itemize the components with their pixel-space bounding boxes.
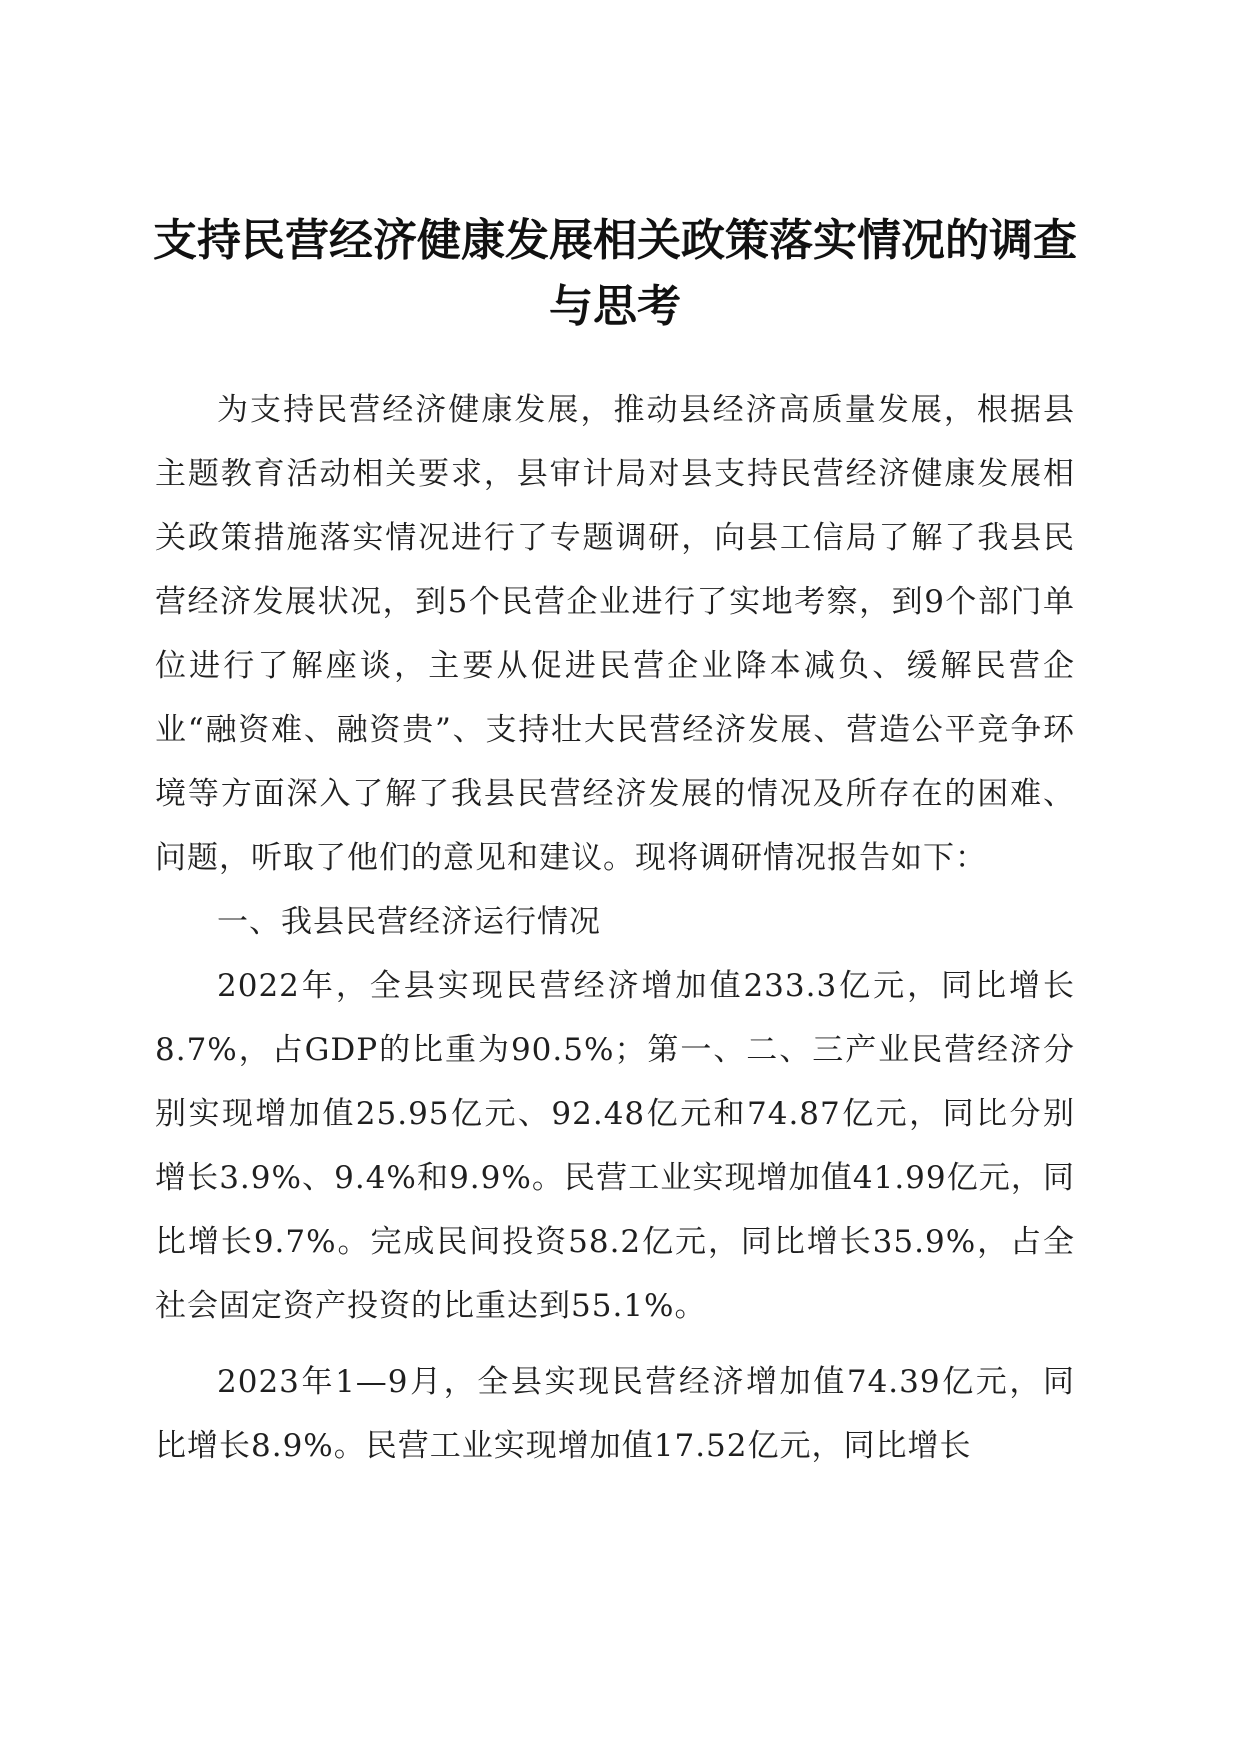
paragraph-2022-stats: 2022年，全县实现民营经济增加值233.3亿元，同比增长8.7%，占GDP的比重为90.5%；第一、二、三产业民营经济分别实现增加值25.95亿元、92.48亿元和74.87亿元，同比分别增长3.9%、9.4%和9.9%。民营工业实现增加值41.99亿元，同比增长9.7%。完成民间投资58.2亿元，同比增长35.9%，占全社会固定资产投资的比重达到55.1%。 — [155, 968, 1075, 1324]
document-body — [155, 378, 1075, 1478]
section-heading: 一、我县民营经济运行情况 — [217, 904, 601, 940]
paragraph-2023-stats: 2023年1—9月，全县实现民营经济增加值74.39亿元，同比增长8.9%。民营工业实现增加值17.52亿元，同比增长 — [155, 1364, 1075, 1464]
intro-paragraph: 为支持民营经济健康发展，推动县经济高质量发展，根据县主题教育活动相关要求，县审计局对县支持民营经济健康发展相关政策措施落实情况进行了专题调研，向县工信局了解了我县民营经济发展状况，到5个民营企业进行了实地考察，到9个部门单位进行了解座谈，主要从促进民营企业降本减负、缓解民营企业“融资难、融资贵”、支持壮大民营经济发展、营造公平竞争环境等方面深入了解了我县民营经济发展的情况及所存在的困难、问题，听取了他们的意见和建议。现将调研情况报告如下： — [155, 392, 1075, 876]
document-title: 支持民营经济健康发展相关政策落实情况的调查与思考 — [153, 215, 1077, 332]
